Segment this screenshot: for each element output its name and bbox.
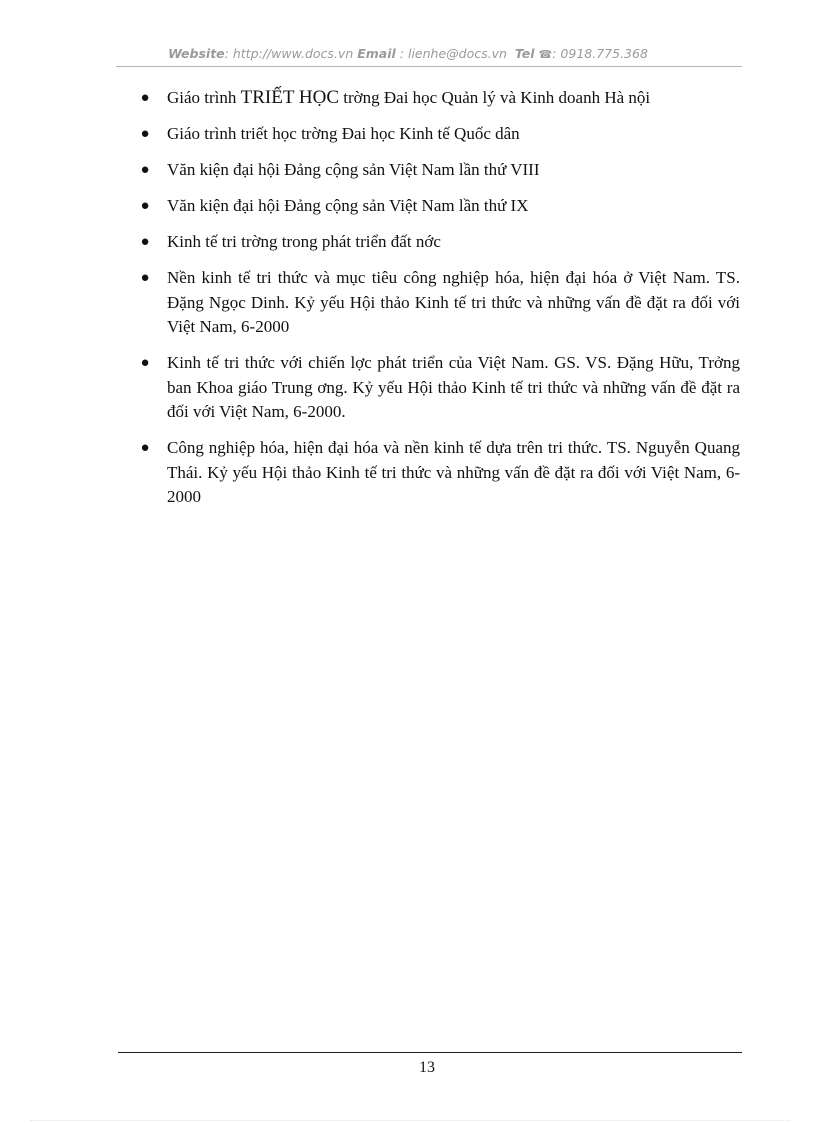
list-item	[138, 122, 740, 147]
list-item	[138, 230, 740, 255]
list-item	[138, 158, 740, 183]
bullet-icon: ●	[140, 126, 150, 142]
list-item	[138, 266, 740, 340]
reference-text: Nền kinh tế tri thức và mục tiêu công nghiệp hóa, hiện đại hóa ở Việt Nam. TS. Đặng Ngọc Dinh. Kỷ yếu Hội thảo Kinh tế tri thức và những vấn đề đặt ra đối với Việt Nam, 6-2000	[167, 268, 740, 336]
reference-text: Công nghiệp hóa, hiện đại hóa và nền kinh tế dựa trên tri thức. TS. Nguyễn Quang Thái. Kỷ yếu Hội thảo Kinh tế tri thức và những vấn đề đặt ra đối với Việt Nam, 6-2000	[167, 438, 740, 506]
list-item	[138, 86, 740, 111]
page-number: 13	[419, 1059, 435, 1076]
reference-list	[138, 86, 740, 521]
bullet-icon: ●	[140, 440, 150, 456]
website-label: Website	[168, 46, 225, 61]
tel-label: Tel	[514, 46, 535, 61]
reference-text: Văn kiện đại hội Đảng cộng sản Việt Nam lần thứ VIII	[167, 160, 540, 179]
bullet-icon: ●	[140, 270, 150, 286]
reference-text-after: trờng Đai học Quản lý và Kinh doanh Hà nội	[339, 88, 651, 107]
reference-text: Kinh tế tri trờng trong phát triển đất nớc	[167, 232, 441, 251]
bullet-icon: ●	[140, 90, 150, 106]
reference-text-before: Giáo trình	[167, 88, 241, 107]
footer-divider	[118, 1052, 742, 1053]
email-label: Email	[357, 46, 396, 61]
page-header	[0, 46, 816, 61]
reference-text: Kinh tế tri thức với chiến lợc phát triển của Việt Nam. GS. VS. Đặng Hữu, Trởng ban Khoa giáo Trung ơng. Kỷ yếu Hội thảo Kinh tế tri thức và những vấn đề đặt ra đối với Việt Nam, 6-2000.	[167, 353, 740, 421]
tel-number: : 0918.775.368	[552, 46, 648, 61]
bullet-icon: ●	[140, 234, 150, 250]
website-url[interactable]: : http://www.docs.vn	[224, 46, 354, 61]
page-edge	[30, 1120, 790, 1121]
bullet-icon: ●	[140, 355, 150, 371]
bullet-icon: ●	[140, 162, 150, 178]
phone-icon: ☎	[538, 48, 553, 61]
bullet-icon: ●	[140, 198, 150, 214]
header-divider	[116, 66, 742, 67]
reference-text: Văn kiện đại hội Đảng cộng sản Việt Nam lần thứ IX	[167, 196, 529, 215]
list-item	[138, 194, 740, 219]
email-address[interactable]: : lienhe@docs.vn	[399, 46, 507, 61]
list-item	[138, 436, 740, 510]
list-item	[138, 351, 740, 425]
reference-caps-title: TRIẾT HỌC	[240, 87, 339, 108]
reference-text: Giáo trình triết học trờng Đai học Kinh tế Quốc dân	[167, 124, 520, 143]
